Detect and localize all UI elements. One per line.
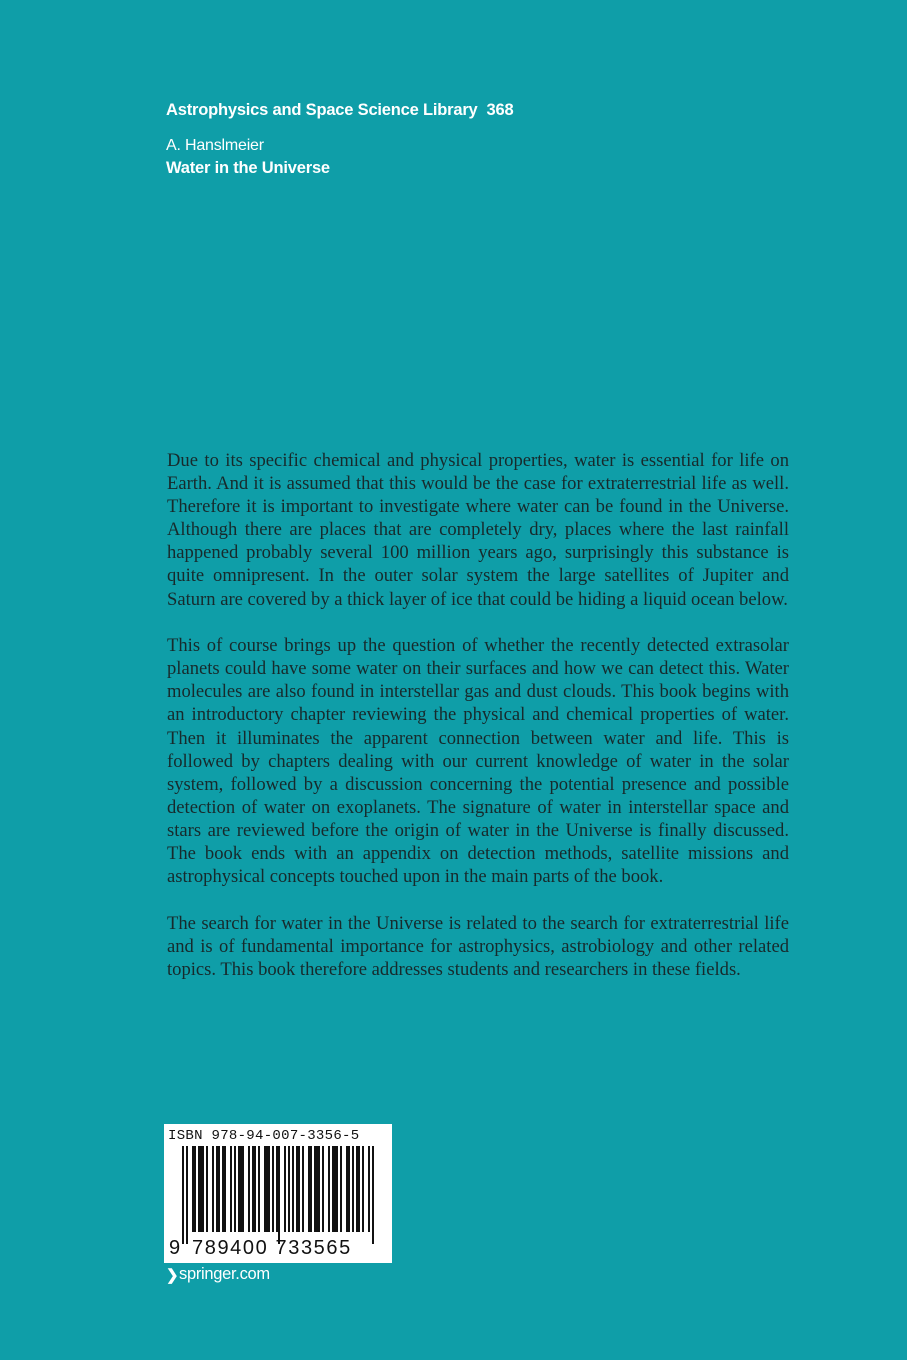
description-paragraph-2: This of course brings up the question of whether the recently detected extrasolar planets could have some water on their surfaces and how we can detect this. Water molecules are also found in interstellar gas and dust clouds. This book begins with an introductory chapter reviewing the physical and chemical properties of water. Then it illuminates the apparent connection between water and life. This is followed by chapters dealing with our current knowledge of water in the solar system, followed by a discussion concerning the potential presence and possible detection of water on exoplanets. The signature of water in interstellar space and stars are reviewed before the origin of water in the Universe is finally discussed. The book ends with an appendix on detection methods, satellite missions and astrophysical concepts touched upon in the main parts of the book. [167,635,789,888]
ean-digits: 789400 733565 [192,1237,352,1259]
book-title: Water in the Universe [166,159,330,177]
chevron-right-icon: ❯ [166,1266,179,1284]
series-number: 368 [486,101,514,119]
book-description [167,449,789,1004]
author-name: A. Hanslmeier [166,137,264,154]
publisher-link[interactable] [166,1265,270,1284]
description-paragraph-3: The search for water in the Universe is related to the search for extraterrestrial life and is of fundamental importance for astrophysics, astrobiology and other related topics. This book therefore addresses students and researchers in these fields. [167,912,789,980]
series-title [166,101,513,120]
isbn-barcode-box [164,1124,392,1263]
description-paragraph-1: Due to its specific chemical and physical properties, water is essential for life on Earth. And it is assumed that this would be the case for extraterrestrial life as well. Therefore it is important to investigate where water can be found in the Universe. Although there are places that are completely dry, places where the last rainfall happened probably several 100 million years ago, surprisingly this substance is quite omnipresent. In the outer solar system the large satellites of Jupiter and Saturn are covered by a thick layer of ice that could be hiding a liquid ocean below. [167,450,789,610]
publisher-website: springer.com [179,1265,270,1283]
ean-first-digit: 9 [169,1237,181,1259]
series-name: Astrophysics and Space Science Library [166,101,478,119]
barcode-image [182,1146,374,1244]
isbn-label: ISBN 978-94-007-3356-5 [168,1128,360,1144]
